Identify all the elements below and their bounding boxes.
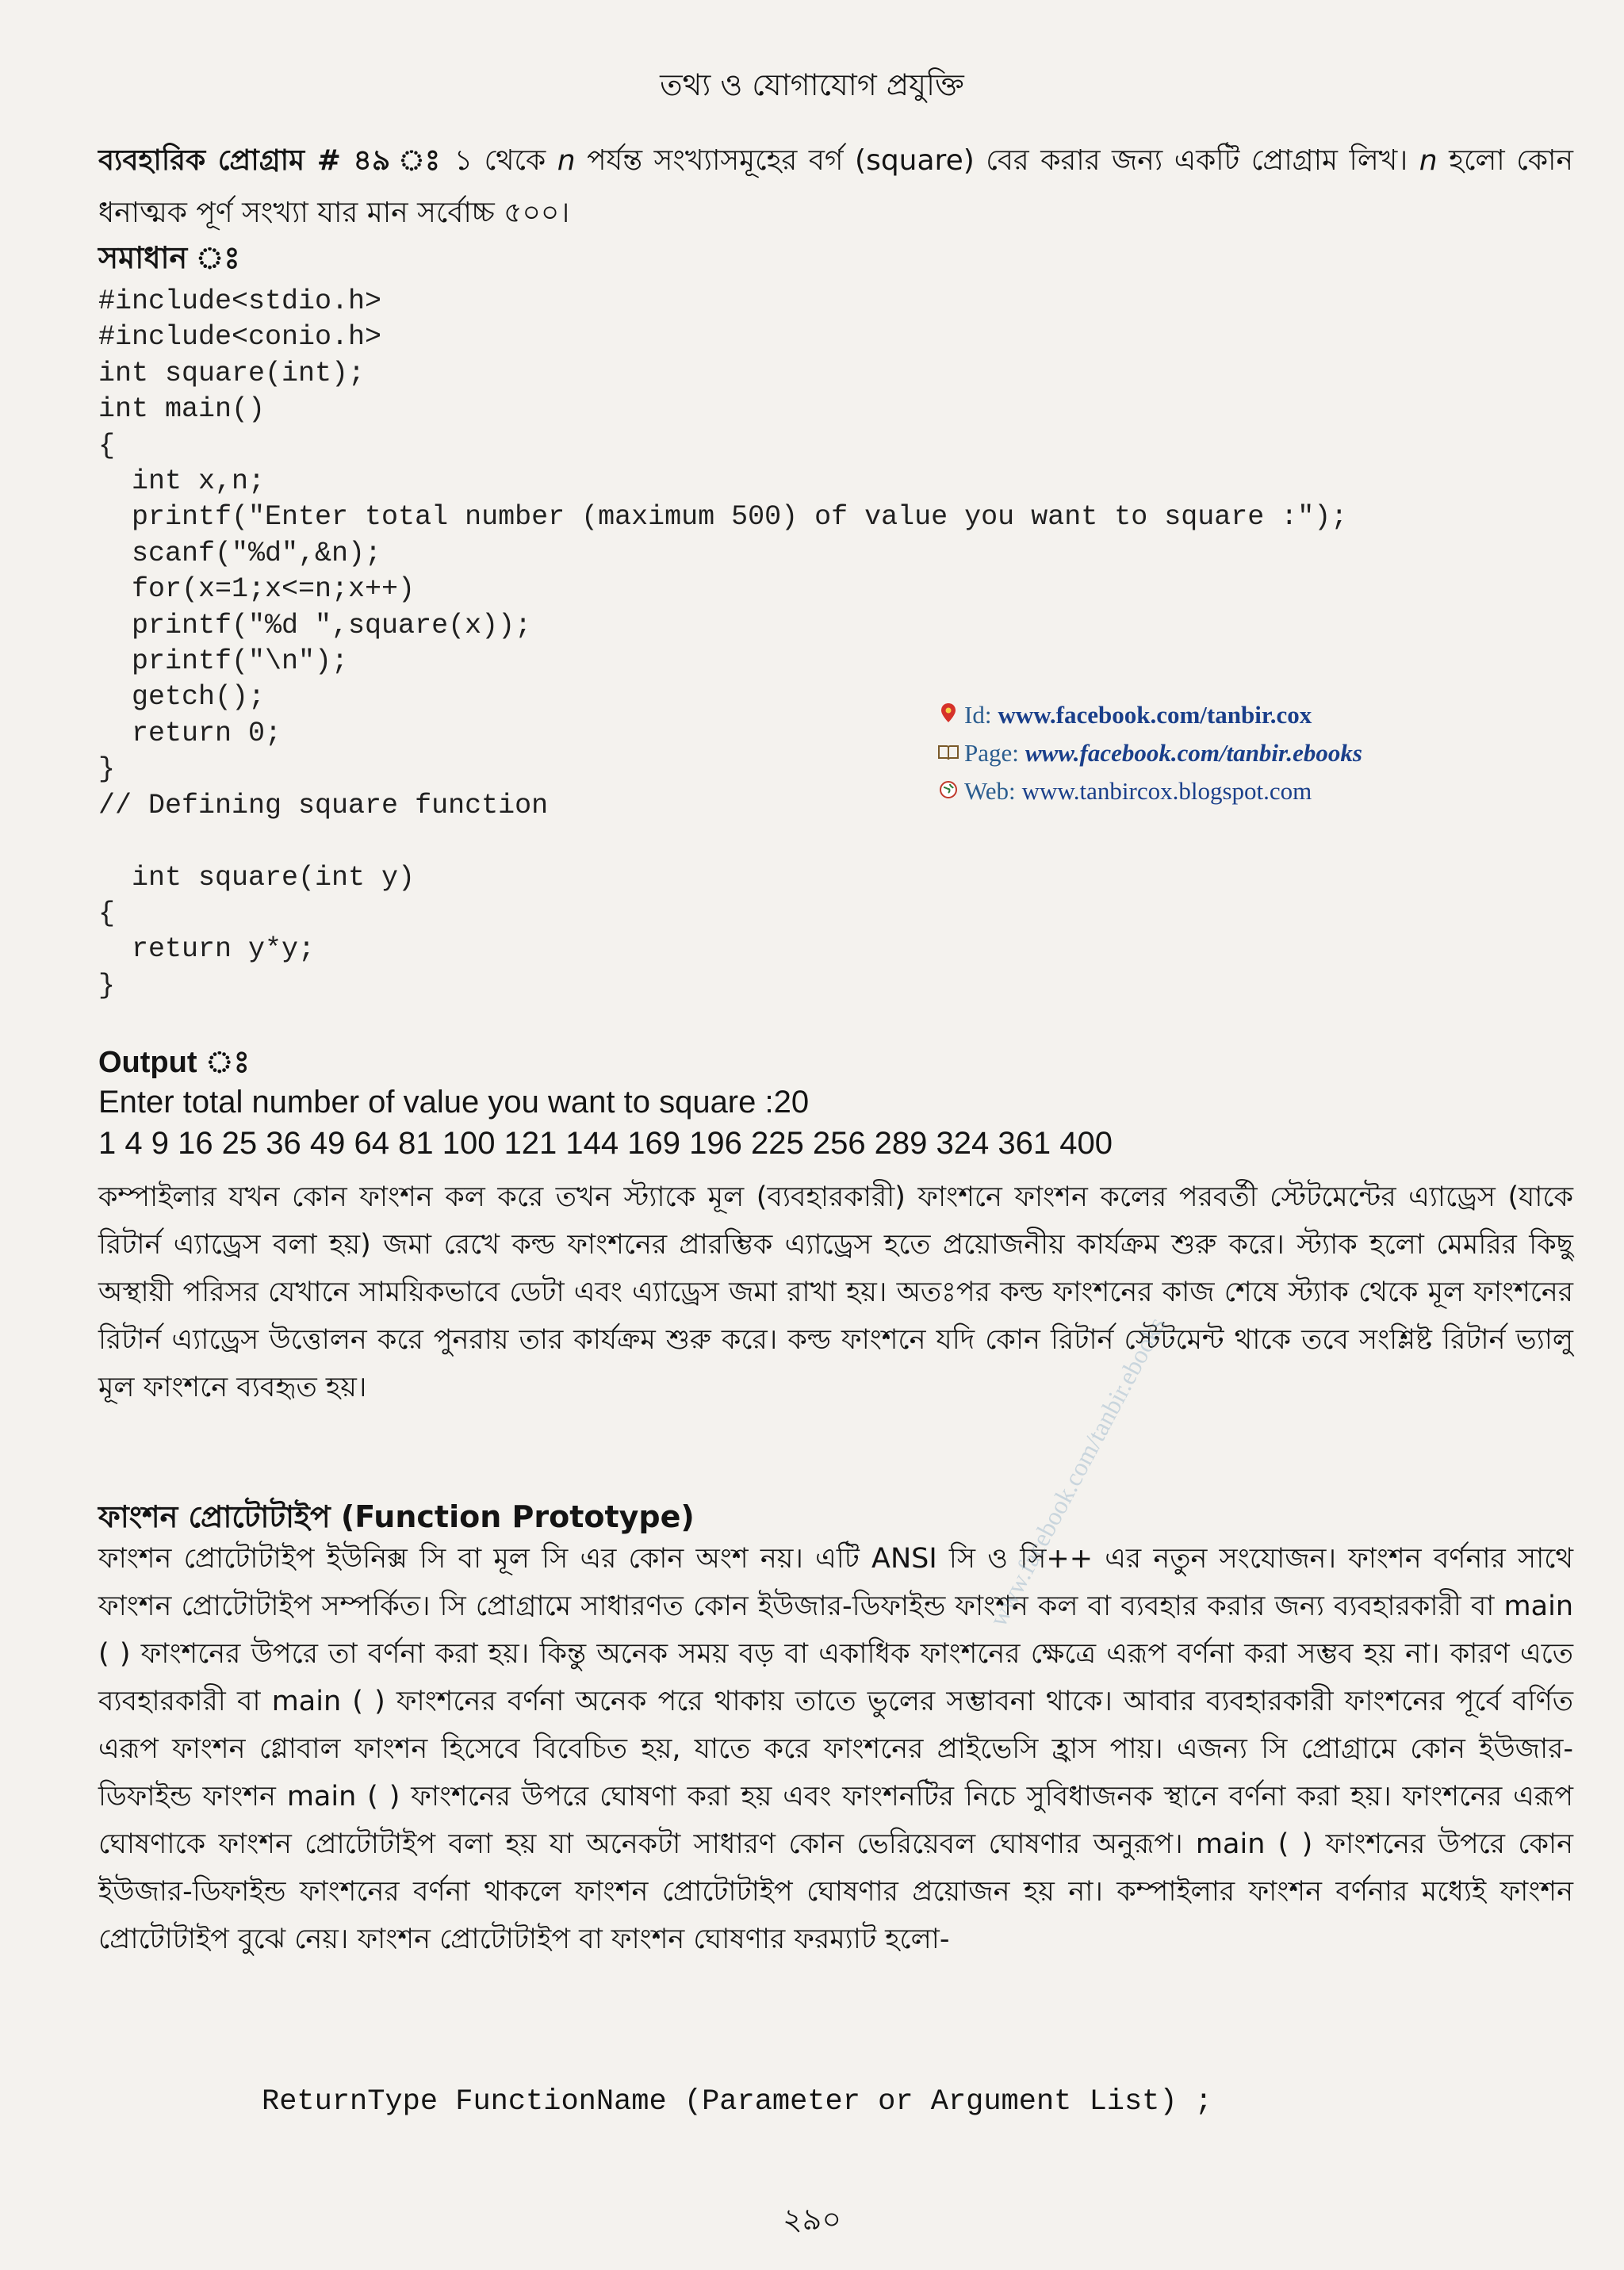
problem-text-c: হলো কোন ধনাত্মক পূর্ণ সংখ্যা যার মান সর্বোচ্চ ৫০০। [98,144,1573,229]
output-heading: Output ঃ [98,1046,250,1079]
function-prototype-paragraph: ফাংশন প্রোটোটাইপ ইউনিক্স সি বা মূল সি এর কোন অংশ নয়। এটি ANSI সি ও সি++ এর নতুন সংযোজন। ফাংশন বর্ণনার সাথে ফাংশন প্রোটোটাইপ সম্পর্কিত। সি প্রোগ্রামে সাধারণত কোন ইউজার-ডিফাইন্ড ফাংশন কল বা ব্যবহার করার জন্য ব্যবহারকারী বা main ( ) ফাংশনের উপরে তা বর্ণনা করা হয়। কিন্তু অনেক সময় বড় বা একাধিক ফাংশনের ক্ষেত্রে এরূপ বর্ণনা করা সম্ভব হয় না। কারণ এতে ব্যবহারকারী বা main ( ) ফাংশনের বর্ণনা অনেক পরে থাকায় তাতে ভুলের সম্ভাবনা থাকে। আবার ব্যবহারকারী ফাংশনের পূর্বে বর্ণিত এরূপ ফাংশন গ্লোবাল ফাংশন হিসেবে বিবেচিত হয়, যাতে করে ফাংশনের প্রাইভেসি হ্রাস পায়। এজন্য সি প্রোগ্রামে কোন ইউজার-ডিফাইন্ড ফাংশন main ( ) ফাংশনের উপরে ঘোষণা করা হয় এবং ফাংশনটির নিচে সুবিধাজনক স্থানে বর্ণনা করা হয়। ফাংশনের এরূপ ঘোষণাকে ফাংশন প্রোটোটাইপ বলা হয় যা অনেকটা সাধারণ কোন ভেরিয়েবল ঘোষণার অনুরূপ। main ( ) ফাংশনের উপরে কোন ইউজার-ডিফাইন্ড ফাংশনের বর্ণনা থাকলে ফাংশন প্রোটোটাইপ ঘোষণার প্রয়োজন হয় না। কম্পাইলার ফাংশন বর্ণনার মধ্যেই ফাংশন প্রোটোটাইপ বুঝে নেয়। ফাংশন প্রোটোটাইপ বা ফাংশন ঘোষণার ফরম্যাট হলো- [98,1543,1573,1955]
watermark-id-row [937,696,1362,734]
code-line: scanf("%d",&n); [98,537,382,569]
watermark-page-link[interactable]: www.facebook.com/tanbir.ebooks [1025,739,1362,767]
problem-text-b: পর্যন্ত সংখ্যাসমূহের বর্গ (square) বের করার জন্য একটি প্রোগ্রাম লিখ। [575,144,1419,177]
prototype-format-line: ReturnType FunctionName (Parameter or Argument List) ; [262,2085,1212,2119]
page-number: ২৯০ [782,2202,842,2237]
problem-statement [98,135,1573,239]
diagonal-watermark: www.facebook.com/tanbir.ebooks [983,1312,1171,1631]
code-line: getch(); [98,681,266,714]
code-line: // Defining square function [98,789,549,821]
function-prototype-heading: ফাংশন প্রোটোটাইপ (Function Prototype) [98,1499,695,1534]
watermark-page-row [937,734,1362,772]
stack-explanation-paragraph: কম্পাইলার যখন কোন ফাংশন কল করে তখন স্ট্যাকে মূল (ব্যবহারকারী) ফাংশনে ফাংশন কলের পরবর্তী স্টেটমেন্টের এ্যাড্রেস (যাকে রিটার্ন এ্যাড্রেস বলা হয়) জমা রেখে কল্ড ফাংশনের প্রারম্ভিক এ্যাড্রেস হতে প্রয়োজনীয় কার্যক্রম শুরু করে। স্ট্যাক হলো মেমরির কিছু অস্থায়ী পরিসর যেখানে সাময়িকভাবে ডেটা এবং এ্যাড্রেস জমা রাখা হয়। অতঃপর কল্ড ফাংশনের কাজ শেষে স্ট্যাক থেকে মূল ফাংশনের রিটার্ন এ্যাড্রেস উত্তোলন করে পুনরায় তার কার্যক্রম শুরু করে। কল্ড ফাংশনে যদি কোন রিটার্ন স্টেটমেন্ট থাকে তবে সংশ্লিষ্ট রিটার্ন ভ্যালু মূল ফাংশনে ব্যবহৃত হয়। [98,1181,1573,1403]
watermark-web-link[interactable]: www.tanbircox.blogspot.com [1021,777,1312,805]
code-line: int main() [98,393,266,426]
code-line: } [98,969,116,1001]
problem-text-a: ১ থেকে [442,144,557,177]
watermark-id-label: Id: [964,701,992,729]
code-listing [98,284,1347,1004]
output-line-values: 1 4 9 16 25 36 49 64 81 100 121 144 169 196 225 256 289 324 361 400 [98,1126,1113,1161]
output-line-prompt: Enter total number of value you want to square :20 [98,1085,810,1120]
program-output [98,1081,1113,1164]
code-line: int square(int y) [98,861,416,894]
watermark-links [937,696,1362,810]
code-line: printf("%d ",square(x)); [98,609,532,641]
code-line: for(x=1;x<=n;x++) [98,573,416,606]
open-book-icon [937,734,959,772]
code-line: return 0; [98,717,282,749]
page-header-title: তথ্য ও যোগাযোগ প্রযুক্তি [660,67,964,102]
code-line: int square(int); [98,357,366,389]
watermark-web-label: Web: [964,777,1016,805]
code-line: int x,n; [98,465,266,498]
code-line: } [98,753,116,786]
watermark-id-link[interactable]: www.facebook.com/tanbir.cox [998,701,1312,729]
watermark-web-row [937,772,1362,810]
code-line [98,824,1347,859]
problem-var-n2: n [1419,144,1438,177]
code-line: printf("\n"); [98,645,349,678]
code-line: { [98,897,116,929]
location-pin-icon [937,696,959,734]
watermark-page-label: Page: [964,739,1019,767]
code-line: #include<stdio.h> [98,285,382,317]
code-line: { [98,429,116,461]
code-line: #include<conio.h> [98,321,382,354]
solution-heading: সমাধান ঃ [98,240,240,275]
problem-label: ব্যবহারিক প্রোগ্রাম # ৪৯ ঃ [98,144,443,177]
code-line: return y*y; [98,933,316,966]
problem-var-n: n [557,144,576,177]
code-line: printf("Enter total number (maximum 500) of value you want to square :"); [98,501,1348,534]
globe-icon [937,772,959,810]
